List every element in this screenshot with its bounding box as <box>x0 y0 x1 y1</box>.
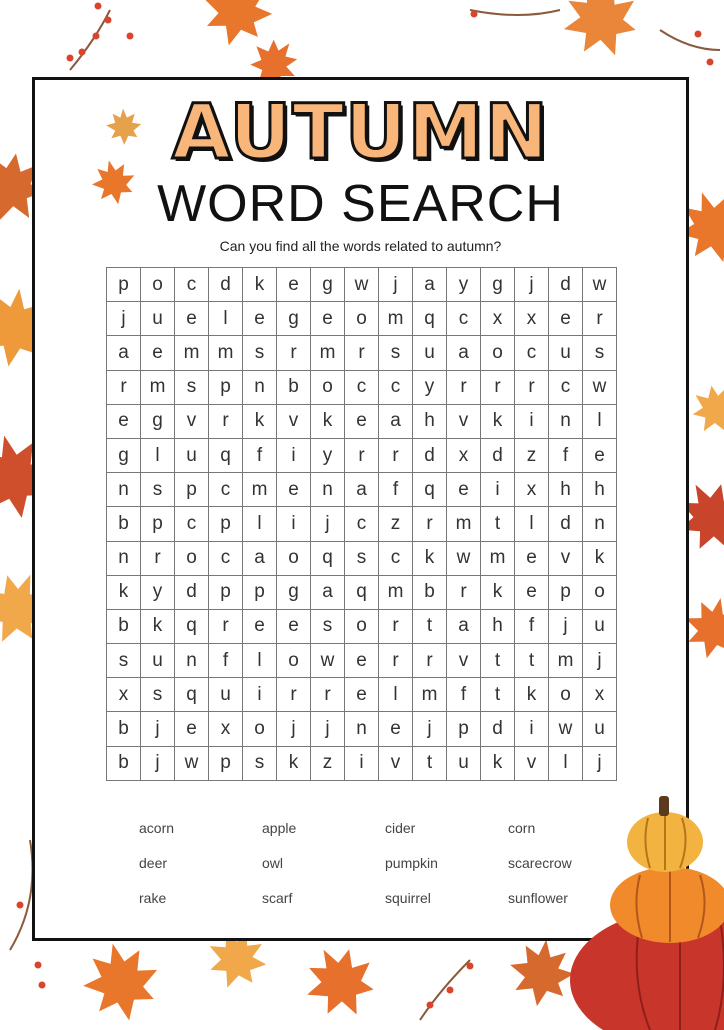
grid-cell: v <box>447 644 481 678</box>
grid-cell: k <box>141 610 175 644</box>
grid-cell: c <box>209 473 243 507</box>
grid-cell: x <box>447 439 481 473</box>
grid-cell: t <box>413 747 447 781</box>
grid-cell: n <box>175 644 209 678</box>
grid-cell: k <box>481 747 515 781</box>
grid-cell: o <box>277 644 311 678</box>
grid-cell: a <box>107 336 141 370</box>
grid-cell: b <box>107 610 141 644</box>
maple-leaf-icon <box>194 0 281 54</box>
grid-cell: o <box>277 542 311 576</box>
grid-cell: c <box>209 542 243 576</box>
grid-cell: m <box>413 678 447 712</box>
grid-cell: f <box>379 473 413 507</box>
word-item: squirrel <box>385 890 431 906</box>
grid-cell: l <box>243 507 277 541</box>
grid-cell: p <box>209 371 243 405</box>
word-item: pumpkin <box>385 855 438 871</box>
grid-cell: j <box>583 747 617 781</box>
grid-cell: d <box>481 712 515 746</box>
grid-cell: b <box>107 712 141 746</box>
word-item: apple <box>262 820 297 836</box>
grid-cell: s <box>243 747 277 781</box>
grid-cell: k <box>243 268 277 302</box>
grid-cell: e <box>515 576 549 610</box>
grid-cell: s <box>141 678 175 712</box>
grid-cell: r <box>209 610 243 644</box>
grid-cell: g <box>277 302 311 336</box>
grid-cell: m <box>209 336 243 370</box>
grid-cell: c <box>515 336 549 370</box>
grid-cell: e <box>515 542 549 576</box>
grid-cell: o <box>583 576 617 610</box>
grid-cell: g <box>481 268 515 302</box>
grid-cell: m <box>447 507 481 541</box>
grid-cell: r <box>481 371 515 405</box>
grid-cell: w <box>583 371 617 405</box>
word-list <box>139 820 639 925</box>
instructions-subtitle: Can you find all the words related to autumn? <box>219 238 502 254</box>
grid-cell: e <box>277 610 311 644</box>
grid-cell: l <box>209 302 243 336</box>
grid-cell: j <box>277 712 311 746</box>
grid-cell: o <box>345 610 379 644</box>
grid-cell: d <box>549 268 583 302</box>
grid-cell: k <box>277 747 311 781</box>
grid-cell: m <box>175 336 209 370</box>
grid-cell: u <box>175 439 209 473</box>
grid-cell: j <box>311 507 345 541</box>
grid-cell: f <box>243 439 277 473</box>
grid-cell: i <box>515 405 549 439</box>
word-item: sunflower <box>508 890 568 906</box>
grid-cell: k <box>311 405 345 439</box>
grid-cell: u <box>141 644 175 678</box>
grid-cell: i <box>243 678 277 712</box>
grid-cell: a <box>345 473 379 507</box>
grid-cell: l <box>583 405 617 439</box>
grid-cell: o <box>481 336 515 370</box>
grid-cell: s <box>107 644 141 678</box>
grid-cell: b <box>107 747 141 781</box>
grid-cell: b <box>107 507 141 541</box>
grid-cell: r <box>277 678 311 712</box>
grid-cell: b <box>413 576 447 610</box>
grid-cell: o <box>311 371 345 405</box>
grid-cell: c <box>175 507 209 541</box>
grid-cell: s <box>311 610 345 644</box>
grid-cell: x <box>515 302 549 336</box>
grid-cell: s <box>175 371 209 405</box>
grid-cell: k <box>107 576 141 610</box>
grid-cell: v <box>549 542 583 576</box>
grid-cell: w <box>311 644 345 678</box>
grid-cell: a <box>243 542 277 576</box>
grid-cell: f <box>549 439 583 473</box>
grid-cell: l <box>549 747 583 781</box>
grid-cell: e <box>107 405 141 439</box>
grid-cell: r <box>107 371 141 405</box>
grid-cell: k <box>583 542 617 576</box>
grid-cell: d <box>175 576 209 610</box>
grid-cell: j <box>107 302 141 336</box>
grid-cell: h <box>549 473 583 507</box>
grid-cell: t <box>413 610 447 644</box>
word-item: scarecrow <box>508 855 572 871</box>
grid-cell: e <box>379 712 413 746</box>
grid-cell: z <box>379 507 413 541</box>
grid-cell: e <box>311 302 345 336</box>
grid-cell: i <box>345 747 379 781</box>
grid-cell: v <box>447 405 481 439</box>
grid-cell: n <box>345 712 379 746</box>
grid-cell: j <box>141 747 175 781</box>
grid-cell: h <box>481 610 515 644</box>
grid-cell: r <box>277 336 311 370</box>
grid-cell: e <box>277 473 311 507</box>
grid-cell: a <box>311 576 345 610</box>
grid-cell: r <box>413 644 447 678</box>
word-item: owl <box>262 855 284 871</box>
grid-cell: p <box>107 268 141 302</box>
grid-cell: t <box>515 644 549 678</box>
grid-cell: q <box>413 473 447 507</box>
grid-cell: y <box>447 268 481 302</box>
grid-cell: f <box>447 678 481 712</box>
grid-cell: v <box>515 747 549 781</box>
title-autumn: AUTUMN <box>172 87 549 176</box>
grid-cell: x <box>107 678 141 712</box>
grid-cell: l <box>141 439 175 473</box>
grid-cell: v <box>277 405 311 439</box>
grid-cell: g <box>311 268 345 302</box>
grid-cell: p <box>175 473 209 507</box>
grid-cell: f <box>515 610 549 644</box>
grid-cell: q <box>311 542 345 576</box>
grid-cell: n <box>107 542 141 576</box>
grid-cell: o <box>549 678 583 712</box>
grid-cell: r <box>379 644 413 678</box>
grid-cell: c <box>345 507 379 541</box>
grid-cell: j <box>515 268 549 302</box>
grid-cell: s <box>141 473 175 507</box>
grid-cell: p <box>549 576 583 610</box>
grid-cell: s <box>379 336 413 370</box>
grid-cell: m <box>481 542 515 576</box>
grid-cell: e <box>175 712 209 746</box>
pumpkins-illustration <box>570 790 724 1030</box>
grid-cell: g <box>107 439 141 473</box>
grid-cell: o <box>345 302 379 336</box>
grid-cell: e <box>175 302 209 336</box>
grid-cell: p <box>209 576 243 610</box>
grid-cell: w <box>583 268 617 302</box>
grid-cell: w <box>549 712 583 746</box>
grid-cell: w <box>175 747 209 781</box>
grid-cell: c <box>447 302 481 336</box>
grid-cell: w <box>447 542 481 576</box>
grid-cell: u <box>447 747 481 781</box>
grid-cell: o <box>243 712 277 746</box>
grid-cell: c <box>549 371 583 405</box>
grid-cell: w <box>345 268 379 302</box>
grid-cell: j <box>413 712 447 746</box>
grid-cell: x <box>583 678 617 712</box>
grid-cell: q <box>175 610 209 644</box>
grid-cell: t <box>481 678 515 712</box>
grid-cell: a <box>447 610 481 644</box>
grid-cell: z <box>515 439 549 473</box>
grid-cell: j <box>549 610 583 644</box>
grid-cell: y <box>311 439 345 473</box>
grid-cell: r <box>209 405 243 439</box>
title-word-search: WORD SEARCH <box>157 175 564 233</box>
grid-cell: f <box>209 644 243 678</box>
grid-cell: y <box>413 371 447 405</box>
grid-cell: r <box>379 439 413 473</box>
word-item: acorn <box>139 820 175 836</box>
grid-cell: c <box>379 542 413 576</box>
maple-leaf-icon <box>551 0 649 69</box>
grid-cell: k <box>515 678 549 712</box>
grid-cell: m <box>379 576 413 610</box>
grid-cell: u <box>413 336 447 370</box>
grid-cell: e <box>277 268 311 302</box>
grid-cell: d <box>549 507 583 541</box>
grid-cell: e <box>583 439 617 473</box>
grid-cell: i <box>277 439 311 473</box>
grid-cell: g <box>141 405 175 439</box>
grid-cell: p <box>209 747 243 781</box>
grid-cell: i <box>481 473 515 507</box>
grid-cell: q <box>345 576 379 610</box>
maple-leaf-icon <box>504 934 579 1011</box>
grid-cell: r <box>447 371 481 405</box>
grid-cell: o <box>175 542 209 576</box>
grid-cell: p <box>141 507 175 541</box>
word-item: scarf <box>262 890 293 906</box>
grid-cell: c <box>345 371 379 405</box>
grid-cell: r <box>345 336 379 370</box>
grid-cell: e <box>549 302 583 336</box>
grid-cell: e <box>243 302 277 336</box>
grid-cell: v <box>175 405 209 439</box>
word-item: corn <box>508 820 536 836</box>
grid-cell: b <box>277 371 311 405</box>
grid-cell: x <box>515 473 549 507</box>
letter-grid <box>106 267 617 781</box>
grid-cell: e <box>447 473 481 507</box>
grid-cell: s <box>345 542 379 576</box>
word-item: cider <box>385 820 416 836</box>
grid-cell: u <box>583 610 617 644</box>
grid-cell: s <box>243 336 277 370</box>
grid-cell: o <box>141 268 175 302</box>
grid-cell: z <box>311 747 345 781</box>
grid-cell: q <box>209 439 243 473</box>
grid-cell: n <box>107 473 141 507</box>
word-item: deer <box>139 855 168 871</box>
grid-cell: k <box>413 542 447 576</box>
grid-cell: j <box>141 712 175 746</box>
grid-cell: k <box>243 405 277 439</box>
grid-cell: r <box>311 678 345 712</box>
grid-cell: x <box>209 712 243 746</box>
grid-cell: g <box>277 576 311 610</box>
grid-cell: t <box>481 644 515 678</box>
grid-cell: i <box>515 712 549 746</box>
grid-cell: d <box>481 439 515 473</box>
grid-cell: m <box>311 336 345 370</box>
grid-cell: n <box>549 405 583 439</box>
grid-cell: l <box>379 678 413 712</box>
grid-cell: k <box>481 576 515 610</box>
grid-cell: d <box>413 439 447 473</box>
grid-cell: e <box>345 405 379 439</box>
grid-cell: m <box>379 302 413 336</box>
maple-leaf-icon <box>77 937 165 1024</box>
grid-cell: p <box>243 576 277 610</box>
grid-cell: r <box>583 302 617 336</box>
grid-cell: c <box>175 268 209 302</box>
grid-cell: d <box>209 268 243 302</box>
grid-cell: v <box>379 747 413 781</box>
grid-cell: a <box>447 336 481 370</box>
grid-cell: m <box>243 473 277 507</box>
grid-cell: p <box>209 507 243 541</box>
grid-cell: e <box>345 644 379 678</box>
grid-cell: j <box>311 712 345 746</box>
grid-cell: i <box>277 507 311 541</box>
grid-cell: n <box>583 507 617 541</box>
grid-cell: u <box>583 712 617 746</box>
grid-cell: e <box>345 678 379 712</box>
grid-cell: n <box>243 371 277 405</box>
grid-cell: l <box>515 507 549 541</box>
grid-cell: r <box>515 371 549 405</box>
grid-cell: m <box>549 644 583 678</box>
grid-cell: u <box>141 302 175 336</box>
grid-cell: q <box>413 302 447 336</box>
word-item: rake <box>139 890 167 906</box>
grid-cell: x <box>481 302 515 336</box>
grid-cell: e <box>243 610 277 644</box>
grid-cell: r <box>413 507 447 541</box>
grid-cell: n <box>311 473 345 507</box>
grid-cell: r <box>379 610 413 644</box>
grid-cell: h <box>583 473 617 507</box>
grid-cell: j <box>583 644 617 678</box>
grid-cell: p <box>447 712 481 746</box>
grid-cell: m <box>141 371 175 405</box>
grid-cell: u <box>209 678 243 712</box>
grid-cell: t <box>481 507 515 541</box>
maple-leaf-icon <box>293 934 387 1024</box>
grid-cell: u <box>549 336 583 370</box>
grid-cell: r <box>345 439 379 473</box>
grid-cell: a <box>413 268 447 302</box>
grid-cell: j <box>379 268 413 302</box>
grid-cell: c <box>379 371 413 405</box>
grid-cell: r <box>447 576 481 610</box>
grid-cell: a <box>379 405 413 439</box>
grid-cell: q <box>175 678 209 712</box>
grid-cell: h <box>413 405 447 439</box>
grid-cell: l <box>243 644 277 678</box>
grid-cell: e <box>141 336 175 370</box>
grid-cell: k <box>481 405 515 439</box>
grid-cell: y <box>141 576 175 610</box>
grid-cell: s <box>583 336 617 370</box>
grid-cell: r <box>141 542 175 576</box>
